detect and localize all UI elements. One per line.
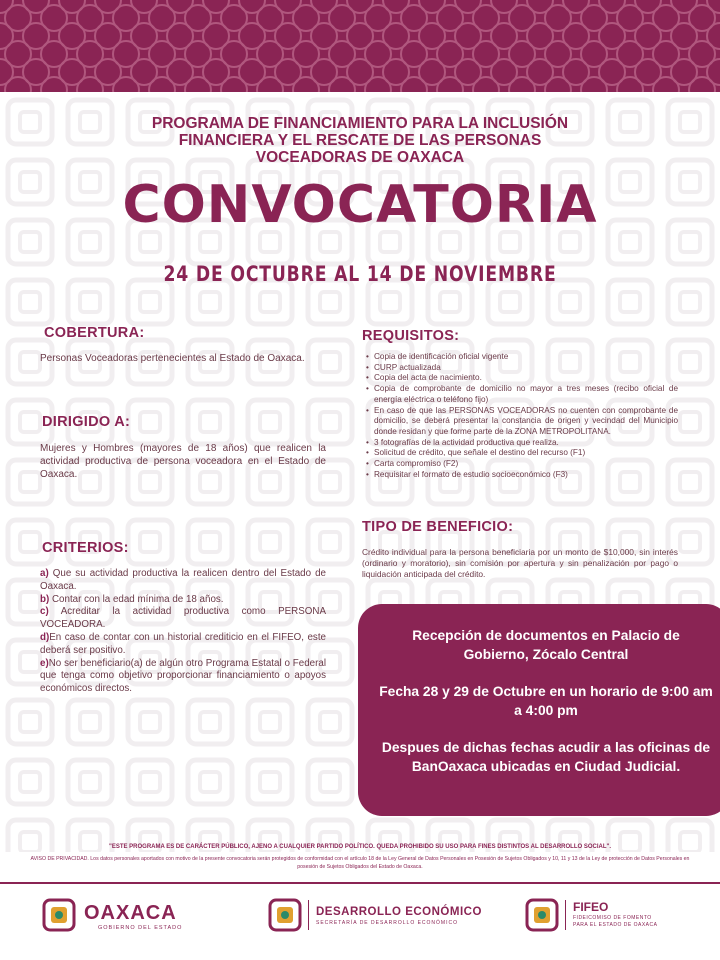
cobertura-heading: COBERTURA: [44,325,145,341]
criterio-item: a) Que su actividad productiva la realicen dentro del Estado de Oaxaca. [40,568,326,592]
logo-separator [308,900,309,930]
requisito-item: • Copia del acta de nacimiento. [366,373,678,384]
requisito-item: • Carta compromiso (F2) [366,459,678,470]
convocatoria-title: CONVOCATORIA [122,175,598,235]
requisito-item: • CURP actualizada [366,363,678,374]
requisito-item: • 3 fotografías de la actividad productiva que realiza. [366,438,678,449]
fifeo-emblem-icon [525,898,559,932]
beneficio-text: Crédito individual para la persona beneficiaria por un monto de $10,000, sin interés (ordinario y moratorio), sin comisión por apertura y sin penalización por pago o liquidación anticipada del crédito. [362,547,678,579]
date-range: 24 DE OCTUBRE AL 14 DE NOVIEMBRE [163,262,557,286]
dirigido-heading: DIRIGIDO A: [42,414,131,430]
requisito-item: • Requisitar el formato de estudio socioeconómico (F3) [366,470,678,481]
banner-pattern [0,0,720,92]
criterio-item: b) Contar con la edad mínima de 18 años. [40,593,224,605]
dirigido-text: Mujeres y Hombres (mayores de 18 años) que realicen la actividad productiva de persona voceadora en el Estado de Oaxaca. [40,443,326,480]
fifeo-logo-subtext-2: PARA EL ESTADO DE OAXACA [573,922,658,928]
cobertura-text: Personas Voceadoras pertenecientes al Estado de Oaxaca. [40,353,305,364]
fifeo-logo-subtext-1: FIDEICOMISO DE FOMENTO [573,915,652,921]
criterio-item: c) Acreditar la actividad productiva como PERSONA VOCEADORA. [40,606,326,631]
criterios-heading: CRITERIOS: [42,540,129,556]
fifeo-logo-text: FIFEO [573,900,609,914]
box-after-dates-text: Despues de dichas fechas acudir a las oficinas de BanOaxaca ubicadas en Ciudad Judicial. [381,740,711,774]
requisito-item: • En caso de que las PERSONAS VOCEADORAS no cuenten con comprobante de domicilio, se deberá presentar la constancia de origen y vecindad del Municipio donde residan y que forme parte de la ZONA METROPOLITANA. [366,406,678,438]
privacy-notice: AVISO DE PRIVACIDAD. Los datos personales aportados con motivo de la presente convocatoria serán protegidos de conformidad con el artículo 18 de la Ley General de Datos Personales en Posesión de Sujetos Obligados y 10, 11 y 13 de la Ley de protección de Datos Personales en posesión de Sujetos Obligados del Estado de Oaxaca. [30,856,690,870]
requisito-item: • Copia de identificación oficial vigente [366,352,678,363]
requisitos-list [366,352,678,480]
beneficio-heading: TIPO DE BENEFICIO: [362,519,514,535]
oaxaca-logo-text: OAXACA [84,902,177,924]
oaxaca-emblem-icon [42,898,76,932]
requisitos-heading: REQUISITOS: [362,328,460,344]
public-notice: "ESTE PROGRAMA ES DE CARÁCTER PÚBLICO, AJENO A CUALQUIER PARTIDO POLÍTICO. QUEDA PROHIBIDO SU USO PARA FINES DISTINTOS AL DESARROLLO SOCIAL". [108,844,612,850]
criterio-item: e)No ser beneficiario(a) de algún otro Programa Estatal o Federal que tenga como objetivo proporcionar financiamiento o apoyos económicos directos. [40,657,326,695]
oaxaca-logo-subtext: GOBIERNO DEL ESTADO [98,925,183,931]
criterios-list [40,568,326,696]
program-title: PROGRAMA DE FINANCIAMIENTO PARA LA INCLUSIÓN FINANCIERA Y EL RESCATE DE LAS PERSONAS VOCEADORAS DE OAXACA [151,115,569,166]
requisito-item: • Solicitud de crédito, que señale el destino del recurso (F1) [366,448,678,459]
desarrollo-logo-text: DESARROLLO ECONÓMICO [316,906,482,918]
criterio-item: d)En caso de contar con un historial crediticio en el FIFEO, este deberá ser positivo. [40,631,326,656]
box-reception-text: Recepción de documentos en Palacio de Gobierno, Zócalo Central [412,628,680,662]
logo-separator [565,900,566,930]
desarrollo-emblem-icon [268,898,302,932]
requisito-item: • Copia de comprobante de domicilio no mayor a tres meses (recibo oficial de energía eléctrica o teléfono fijo) [366,384,678,405]
top-pattern-banner [0,0,720,92]
box-schedule-text: Fecha 28 y 29 de Octubre en un horario de 9:00 am a 4:00 pm [379,684,713,718]
footer-divider [0,882,720,884]
desarrollo-logo-subtext: SECRETARÍA DE DESARROLLO ECONÓMICO [316,920,458,926]
